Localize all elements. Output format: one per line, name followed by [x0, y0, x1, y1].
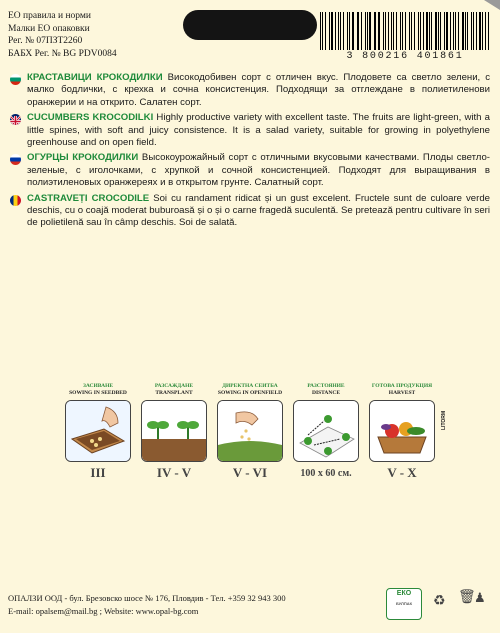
description-title: CUCUMBERS KROCODILKI — [27, 112, 154, 124]
step-label-bg: РАЗСАЖДАНЕ — [154, 383, 194, 389]
barcode-bar — [369, 12, 370, 50]
barcode-bar — [357, 12, 358, 50]
trash-bin-icon: 🗑 — [458, 588, 476, 604]
barcode-bar — [411, 12, 412, 50]
description-text: Soi cu randament ridicat și un gust excelent. Fructele sunt de culoare verde deschis, cu o coajă moderat buburoasă și o și o carne fragedă suculentă. Se pretează pentru cultivare în seri de polietilenă sau în câmp deschis. Soi de salată. — [27, 192, 490, 229]
regulatory-line: Рег. № 07ПЗТ2260 — [8, 36, 83, 46]
barcode-bar — [431, 12, 432, 50]
uk-flag-icon — [10, 114, 21, 125]
barcode-bar — [455, 12, 456, 50]
description-text: Highly productive variety with excellent taste. The fruits are light-green, with a little spines, with soft and juicy consistence. It is a salad variety, suitable for growing in polyethylene greenhouse and on open field. — [27, 112, 490, 149]
transplant-icon — [141, 400, 207, 462]
description-ru — [10, 152, 490, 189]
growing-steps — [60, 383, 440, 481]
barcode-bar — [435, 12, 437, 50]
open-field-sowing-icon — [217, 400, 283, 462]
description-title: ОГУРЦЫ КРОКОДИЛКИ — [27, 152, 139, 164]
step-value: V - VI — [232, 465, 268, 480]
barcode-bar — [343, 12, 344, 50]
barcode-bar — [349, 12, 350, 50]
barcode-bar — [338, 12, 339, 50]
barcode-bar — [426, 12, 427, 50]
barcode-bar — [465, 12, 466, 50]
step-label-bg: ДИРЕКТНА СЕИТБА — [222, 383, 278, 389]
step-value: 100 x 60 см. — [300, 468, 352, 479]
step-label-bg: ЗАСИВАНЕ — [82, 383, 114, 389]
barcode-bar — [378, 12, 380, 50]
russia-flag-icon — [10, 154, 21, 165]
regulatory-line: ЕО правила и норми — [8, 11, 91, 21]
barcode-bar — [409, 12, 410, 50]
description-section — [10, 72, 490, 233]
description-title: КРАСТАВИЦИ КРОКОДИЛКИ — [27, 72, 163, 83]
barcode-bar — [453, 12, 454, 50]
regulatory-info — [8, 10, 117, 60]
barcode-bar — [396, 12, 397, 50]
bulgaria-flag-icon — [10, 74, 21, 85]
barcode-bar — [374, 12, 375, 50]
barcode-bar — [420, 12, 421, 50]
barcode-bar — [405, 12, 407, 50]
barcode-bar — [450, 12, 451, 50]
barcode-bar — [485, 12, 486, 50]
barcode — [320, 12, 490, 62]
step-transplant — [136, 383, 212, 481]
barcode-bar — [361, 12, 362, 50]
barcode-bar — [340, 12, 341, 50]
barcode-bar — [335, 12, 336, 50]
barcode-bar — [476, 12, 477, 50]
step-label-en: TRANSPLANT — [155, 390, 193, 396]
barcode-bar — [322, 12, 323, 50]
barcode-bar — [331, 12, 333, 50]
barcode-bar — [458, 12, 459, 50]
barcode-bar — [358, 12, 359, 50]
description-en — [10, 112, 490, 149]
step-value: III — [90, 465, 106, 480]
barcode-bar — [467, 12, 468, 50]
barcode-bar — [462, 12, 464, 50]
step-label-en: HARVEST — [388, 390, 416, 396]
step-open-field-sowing — [212, 383, 288, 481]
barcode-bar — [325, 12, 326, 50]
side-text: LITORM — [441, 410, 447, 430]
step-value: V - X — [387, 465, 417, 480]
seedbed-icon — [65, 400, 131, 462]
romania-flag-icon — [10, 195, 21, 206]
step-label-en: DISTANCE — [311, 390, 340, 396]
barcode-bar — [347, 12, 348, 50]
footer — [8, 592, 286, 617]
company-address: ОПАЛЗИ ООД - бул. Брезовско шосе № 176, Пловдив - Тел. +359 32 943 300 — [8, 593, 286, 603]
barcode-bar — [446, 12, 447, 50]
barcode-bar — [365, 12, 366, 50]
step-label-bg: ГОТОВА ПРОДУКЦИЯ — [371, 383, 433, 389]
corner-fold — [484, 0, 500, 10]
company-contacts: E-mail: opalsem@mail.bg ; Website: www.opal-bg.com — [8, 605, 199, 616]
regulatory-line: Малки ЕО опаковки — [8, 23, 90, 34]
description-title: CASTRAVEȚI CROCODILE — [27, 192, 150, 204]
regulatory-line: БАБХ Рег. № BG PDV0084 — [8, 48, 117, 59]
description-text: Высокоурожайный сорт с отличными вкусовыми качествами. Плоды светло-зеленые, с иголочками, с хрупкой и сочной консистенцией. Подходят для выращивания в полиэтиленовых оранжереях и в открытом грунте. Салатный сорт. — [27, 152, 491, 189]
barcode-bar — [414, 12, 415, 50]
barcode-bar — [440, 12, 441, 50]
recycle-icon: ♻ — [433, 592, 446, 608]
eco-bulpak-logo: ЕКО БУЛПАК — [386, 588, 422, 620]
step-harvest — [364, 383, 440, 481]
barcode-bar — [320, 12, 321, 50]
step-label-en: SOWING IN SEEDBED — [69, 390, 127, 396]
barcode-bar — [393, 12, 394, 50]
barcode-bar — [391, 12, 392, 50]
barcode-bar — [482, 12, 483, 50]
description-text: Високодобивен сорт с отличен вкус. Плодовете са светло зелени, с малко бодлички, с крехка и сочна консистенция. Подходящи за отглеждане в полиетиленови оранжерии и на открито. Салатен сорт. — [27, 72, 490, 108]
barcode-bar — [352, 12, 354, 50]
tidy-man-icon: ♟ — [474, 590, 486, 605]
barcode-bar — [375, 12, 376, 50]
barcode-bar — [423, 12, 424, 50]
barcode-bar — [367, 12, 368, 50]
distance-icon — [293, 400, 359, 462]
barcode-bar — [471, 12, 472, 50]
barcode-bar — [488, 12, 489, 50]
barcode-bar — [402, 12, 403, 50]
barcode-bar — [388, 12, 389, 50]
step-distance — [288, 383, 364, 481]
step-sowing-seedbed — [60, 383, 136, 481]
harvest-icon — [369, 400, 435, 462]
description-bg — [10, 72, 490, 109]
barcode-bar — [438, 12, 439, 50]
barcode-bar — [329, 12, 330, 50]
barcode-bar — [479, 12, 480, 50]
barcode-bar — [418, 12, 419, 50]
step-label-en: SOWING IN OPENFIELD — [217, 390, 283, 396]
barcode-digits: 3 800216 401861 — [346, 51, 464, 62]
step-value: IV - V — [156, 465, 192, 480]
barcode-bar — [385, 12, 386, 50]
barcode-bar — [400, 12, 401, 50]
hang-hole — [183, 10, 317, 40]
barcode-bar — [383, 12, 384, 50]
step-label-bg: РАЗСТОЯНИЕ — [307, 383, 345, 389]
barcode-bar — [429, 12, 430, 50]
description-ro — [10, 193, 490, 230]
barcode-bars — [320, 12, 490, 50]
barcode-bar — [444, 12, 445, 50]
barcode-bar — [473, 12, 474, 50]
